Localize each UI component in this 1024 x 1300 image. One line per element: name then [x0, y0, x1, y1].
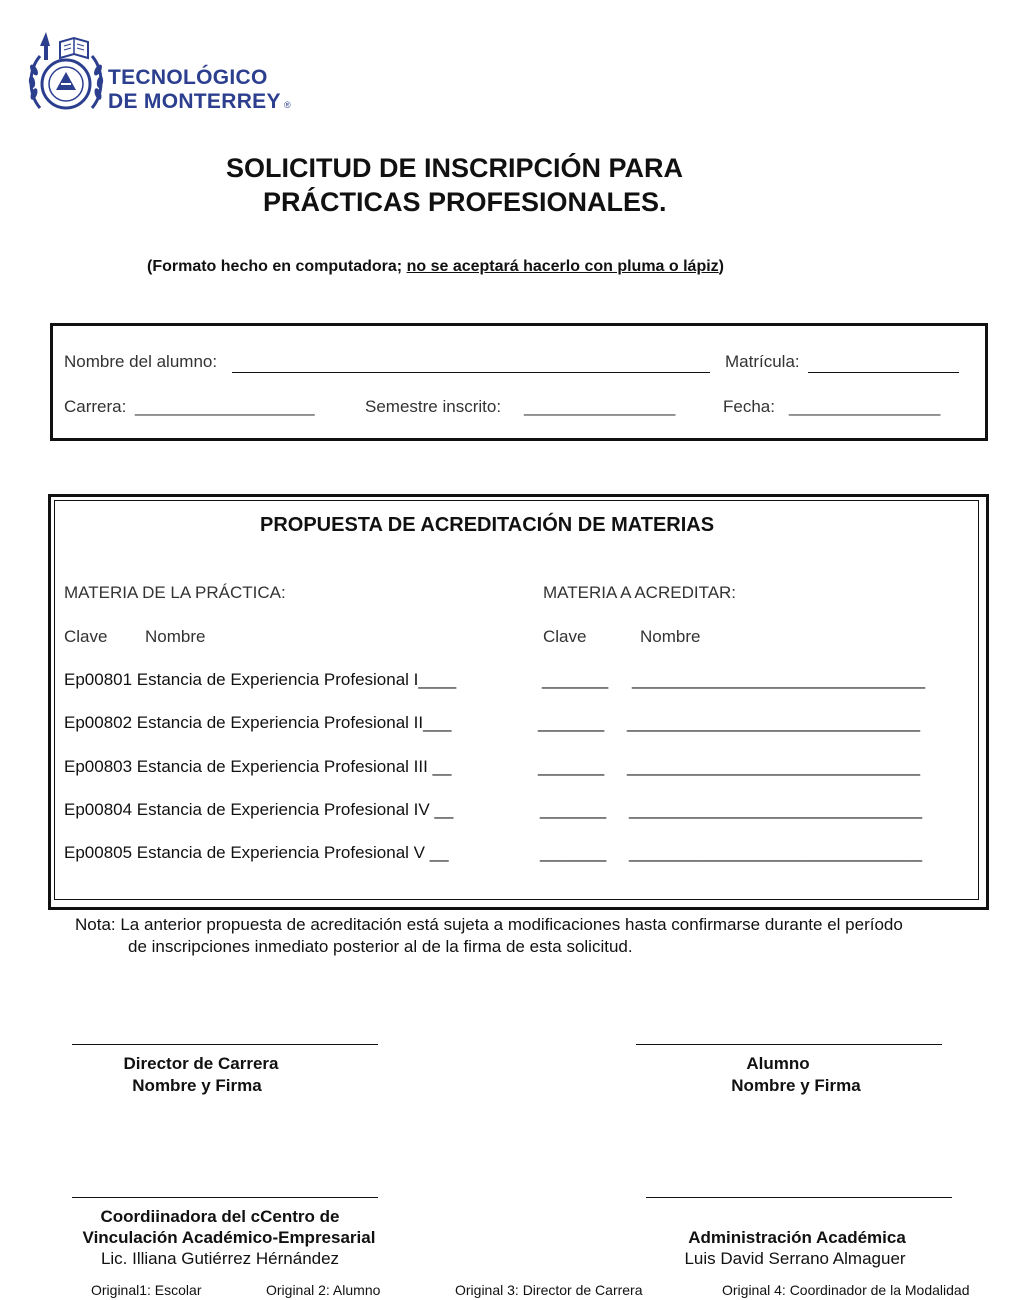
coordinator-title-line2: Vinculación Académico-Empresarial — [82, 1228, 376, 1247]
student-signature-line[interactable] — [636, 1044, 942, 1045]
title-line2: PRÁCTICAS PROFESIONALES. — [263, 187, 667, 217]
credit-clave-field-1[interactable]: _______ — [542, 670, 609, 689]
student-name-field[interactable] — [232, 372, 710, 373]
student-signature-title: Alumno — [746, 1054, 810, 1073]
career-field[interactable]: ___________________ — [135, 397, 315, 416]
practice-subject-title: MATERIA DE LA PRÁCTICA: — [64, 583, 286, 602]
proposal-box-inner-border — [54, 500, 979, 900]
date-label: Fecha: — [723, 397, 775, 416]
admin-signature-line[interactable] — [646, 1197, 952, 1198]
format-instruction-suffix: ) — [718, 258, 724, 275]
credit-nombre-field-2[interactable]: _______________________________ — [627, 713, 921, 732]
credit-nombre-field-3[interactable]: _______________________________ — [627, 757, 921, 776]
credit-clave-field-4[interactable]: _______ — [540, 800, 607, 819]
practice-row-1: Ep00801 Estancia de Experiencia Profesional I____ — [64, 670, 457, 689]
student-info-box — [50, 323, 988, 441]
practice-row-5: Ep00805 Estancia de Experiencia Profesional V __ — [64, 843, 449, 862]
credit-nombre-field-4[interactable]: _______________________________ — [629, 800, 923, 819]
admin-name: Luis David Serrano Almaguer — [684, 1249, 906, 1268]
date-field[interactable]: ________________ — [789, 397, 941, 416]
director-signature-line[interactable] — [72, 1044, 378, 1045]
practice-row-3: Ep00803 Estancia de Experiencia Profesional III __ — [64, 757, 452, 776]
credit-clave-field-5[interactable]: _______ — [540, 843, 607, 862]
credit-nombre-field-1[interactable]: _______________________________ — [632, 670, 926, 689]
student-signature-caption: Nombre y Firma — [731, 1076, 861, 1095]
title-line1: SOLICITUD DE INSCRIPCIÓN PARA — [226, 153, 684, 183]
institution-logo — [26, 24, 296, 120]
admin-title: Administración Académica — [688, 1228, 906, 1247]
footer-copy-2: Original 2: Alumno — [266, 1282, 381, 1298]
director-signature-title: Director de Carrera — [123, 1054, 279, 1073]
student-id-label: Matrícula: — [725, 352, 800, 371]
practice-nombre-header: Nombre — [145, 627, 206, 646]
credit-clave-field-2[interactable]: _______ — [538, 713, 605, 732]
credit-nombre-header: Nombre — [640, 627, 701, 646]
credit-subject-title: MATERIA A ACREDITAR: — [543, 583, 737, 602]
semester-label: Semestre inscrito: — [365, 397, 502, 416]
footer-copy-4: Original 4: Coordinador de la Modalidad — [722, 1282, 970, 1298]
institution-seal-icon — [26, 24, 106, 118]
coordinator-signature-line[interactable] — [72, 1197, 378, 1198]
credit-clave-field-3[interactable]: _______ — [538, 757, 605, 776]
semester-field[interactable]: ________________ — [524, 397, 676, 416]
credit-nombre-field-5[interactable]: _______________________________ — [629, 843, 923, 862]
registered-mark: ® — [284, 100, 291, 110]
logo-text-line1: TECNOLÓGICO — [108, 66, 268, 89]
format-instruction — [147, 258, 724, 276]
logo-text-line2: DE MONTERREY — [108, 90, 281, 113]
footer-copy-3: Original 3: Director de Carrera — [455, 1282, 643, 1298]
note-line2: de inscripciones inmediato posterior al de la firma de esta solicitud. — [128, 937, 633, 956]
footer-copy-1: Original1: Escolar — [91, 1282, 202, 1298]
format-instruction-warning: no se aceptará hacerlo con pluma o lápiz — [406, 258, 719, 275]
director-signature-caption: Nombre y Firma — [132, 1076, 262, 1095]
student-id-field[interactable] — [808, 372, 959, 373]
practice-row-2: Ep00802 Estancia de Experiencia Profesional II___ — [64, 713, 452, 732]
student-name-label: Nombre del alumno: — [64, 352, 218, 371]
career-label: Carrera: — [64, 397, 127, 416]
credit-clave-header: Clave — [543, 627, 587, 646]
coordinator-title-line1: Coordiinadora del cCentro de — [100, 1207, 340, 1226]
practice-clave-header: Clave — [64, 627, 108, 646]
practice-row-4: Ep00804 Estancia de Experiencia Profesional IV __ — [64, 800, 454, 819]
coordinator-name: Lic. Illiana Gutiérrez Hérnández — [100, 1249, 340, 1268]
format-instruction-prefix: (Formato hecho en computadora; — [147, 258, 407, 275]
note-line1: Nota: La anterior propuesta de acreditación está sujeta a modificaciones hasta confirmarse durante el período — [75, 915, 903, 934]
proposal-heading: PROPUESTA DE ACREDITACIÓN DE MATERIAS — [260, 514, 715, 536]
